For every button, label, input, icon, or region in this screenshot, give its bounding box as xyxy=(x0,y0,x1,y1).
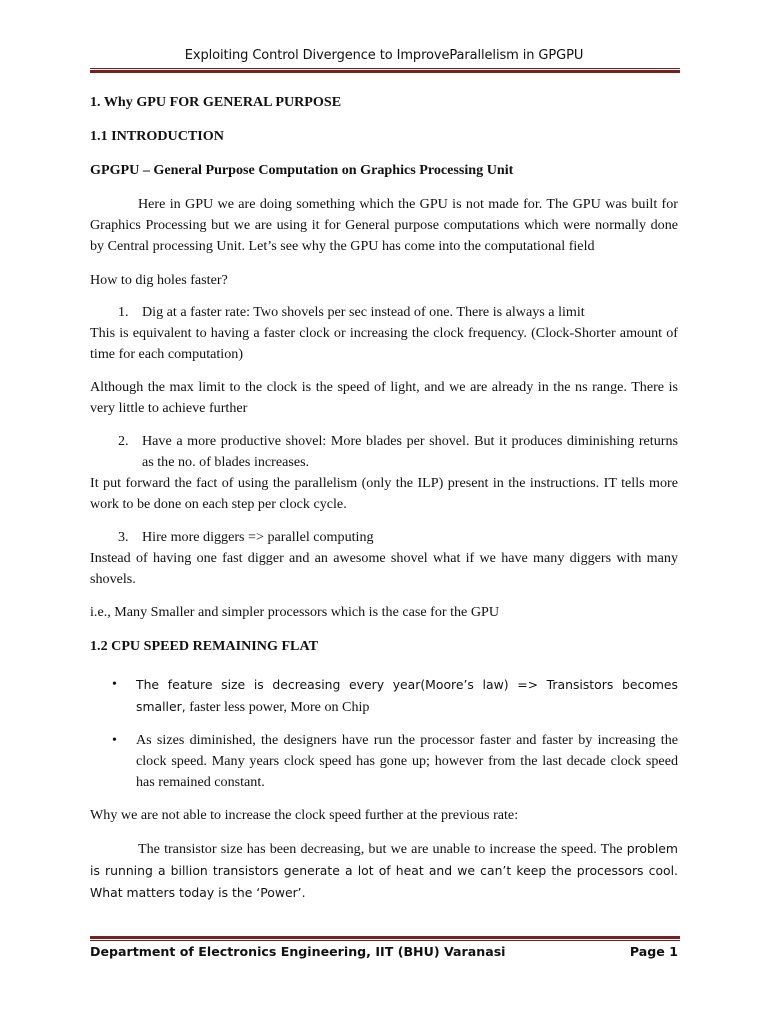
list-item-2 xyxy=(118,431,678,473)
list-item-2-text: Have a more productive shovel: More blades per shovel. But it produces diminishing returns as the no. of blades increases. xyxy=(142,433,678,470)
last-paragraph-rest: problem is running a billion transistors generate a lot of heat and we can’t keep the processors cool. What matters today is the ‘Power’. xyxy=(90,841,678,900)
bullet-2-text: As sizes diminished, the designers have run the processor faster and faster by increasing the clock speed. Many years clock speed has gone up; however from the last decade clock speed has remained constant. xyxy=(136,732,678,790)
footer-rule-bottom xyxy=(90,940,680,941)
why-paragraph: Why we are not able to increase the clock speed further at the previous rate: xyxy=(90,807,519,823)
bullet-icon: • xyxy=(112,732,117,748)
intro-paragraph: Here in GPU we are doing something which the GPU is not made for. The GPU was built for Graphics Processing but we are using it for General purpose computations which were normally done by Central processing Unit. Let’s see why the GPU has come into the computational field xyxy=(90,196,678,254)
footer-department: Department of Electronics Engineering, IIT (BHU) Varanasi xyxy=(90,944,506,959)
section-1-heading: 1. Why GPU FOR GENERAL PURPOSE xyxy=(90,94,342,110)
list-item-1 xyxy=(118,302,678,323)
list-item-3-text: Hire more diggers => parallel computing xyxy=(142,529,374,545)
item-1-paragraph-2: Although the max limit to the clock is the speed of light, and we are already in the ns range. There is very little to achieve further xyxy=(90,379,678,416)
header-rule-top xyxy=(90,68,680,69)
item-1-paragraph: This is equivalent to having a faster clock or increasing the clock frequency. (Clock-Shorter amount of time for each computation) xyxy=(90,325,678,362)
list-item-1-number: 1. xyxy=(118,304,129,320)
bullet-item-1 xyxy=(112,674,678,718)
section-1-2-heading: 1.2 CPU SPEED REMAINING FLAT xyxy=(90,638,318,654)
header-rule-bottom xyxy=(90,70,680,73)
bullet-1-line-1: The feature size is decreasing every year(Moore’s law) => Transistors becomes smaller, xyxy=(136,677,678,714)
item-3-paragraph: Instead of having one fast digger and an awesome shovel what if we have many diggers with many shovels. xyxy=(90,550,678,587)
bullet-icon: • xyxy=(112,676,117,692)
footer-page-number: Page 1 xyxy=(629,944,678,959)
ie-paragraph: i.e., Many Smaller and simpler processors which is the case for the GPU xyxy=(90,604,500,620)
section-1-1-heading: 1.1 INTRODUCTION xyxy=(90,128,224,144)
question-paragraph: How to dig holes faster? xyxy=(90,272,228,288)
last-paragraph xyxy=(90,838,678,904)
list-item-2-number: 2. xyxy=(118,433,129,449)
list-item-3 xyxy=(118,527,678,548)
list-item-3-number: 3. xyxy=(118,529,129,545)
header-title: Exploiting Control Divergence to ImproveParallelism in GPGPU xyxy=(184,48,584,63)
gpgpu-heading: GPGPU – General Purpose Computation on Graphics Processing Unit xyxy=(90,162,514,178)
page-body xyxy=(90,92,678,904)
list-item-1-text: Dig at a faster rate: Two shovels per sec instead of one. There is always a limit xyxy=(142,304,585,320)
footer-rule-top xyxy=(90,936,680,939)
last-paragraph-line-1: The transistor size has been decreasing, but we are unable to increase the speed. The xyxy=(138,841,623,857)
bullet-item-2 xyxy=(112,730,678,793)
bullet-1-line-2: faster less power, More on Chip xyxy=(189,699,370,715)
item-2-paragraph: It put forward the fact of using the parallelism (only the ILP) present in the instructions. IT tells more work to be done on each step per clock cycle. xyxy=(90,475,678,512)
